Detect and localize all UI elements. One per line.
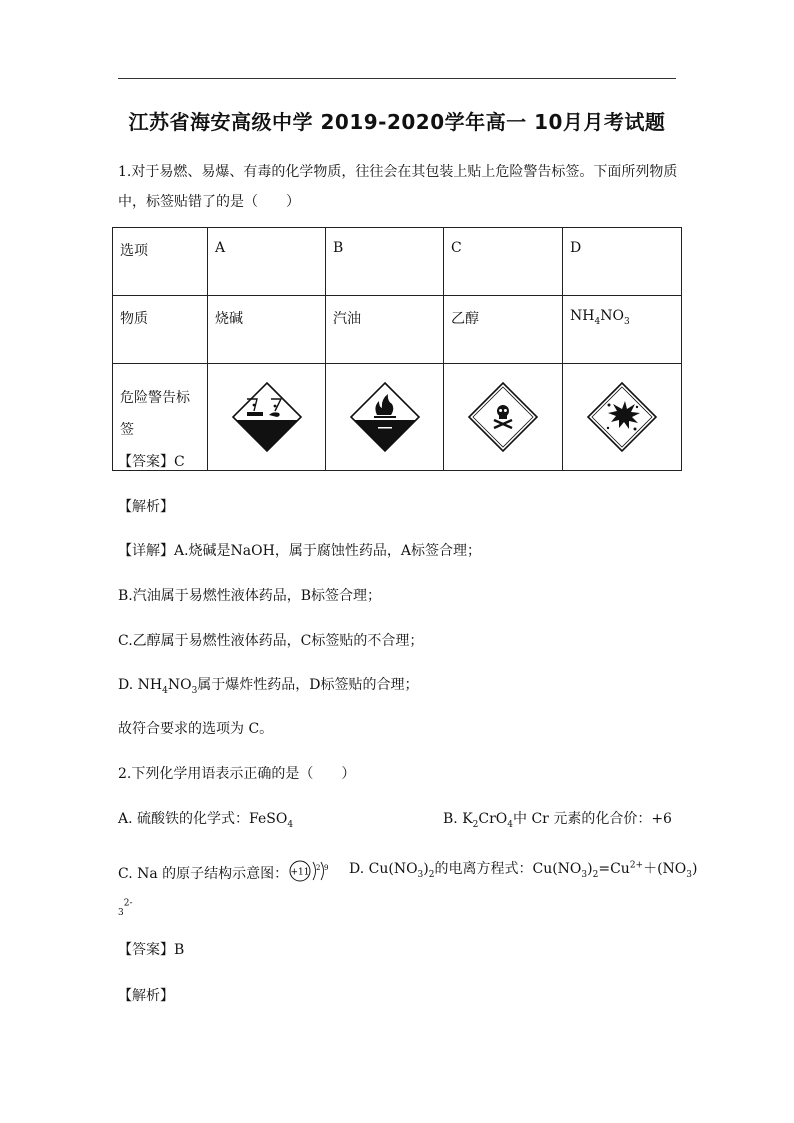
- formula-subscript: 3: [417, 869, 424, 880]
- formula-subscript: 3: [118, 907, 124, 918]
- nucleus-charge: +11: [290, 867, 310, 878]
- formula-part: NO: [600, 308, 624, 324]
- table-cell: [563, 364, 682, 471]
- table-row-substances: [113, 296, 682, 364]
- flammable-label-icon: [349, 381, 421, 453]
- text-part: A. 硫酸铁的化学式：FeSO: [118, 811, 288, 827]
- detail-d: [118, 675, 419, 695]
- table-cell: B: [326, 228, 444, 296]
- detail-c: C.乙醇属于易燃性液体药品，C标签贴的不合理；: [118, 633, 424, 649]
- formula-part: NH: [570, 308, 595, 324]
- formula-superscript: 2-: [123, 898, 133, 909]
- option-b: [443, 809, 672, 829]
- header-rule: [118, 78, 676, 79]
- answer-1: [118, 452, 185, 472]
- table-cell: [326, 364, 444, 471]
- formula-subscript: 4: [162, 685, 168, 696]
- table-row-labels: [113, 364, 682, 471]
- sodium-atom-diagram: [288, 859, 334, 889]
- text-part: D. NH: [118, 677, 163, 693]
- hazard-label-table: [112, 227, 682, 471]
- corrosive-label-icon: [231, 381, 303, 453]
- formula-subscript: 3: [623, 316, 630, 327]
- detail-b: B.汽油属于易燃性液体药品，B标签合理；: [118, 588, 382, 604]
- shell-electrons: 9: [324, 864, 329, 872]
- table-row-options: [113, 228, 682, 296]
- explosive-label-icon: [586, 381, 658, 453]
- formula-subscript: 2: [428, 869, 435, 880]
- option-c: [118, 859, 334, 889]
- text-part: B. K: [443, 811, 473, 827]
- option-a: [118, 809, 293, 829]
- text-part: ): [423, 861, 429, 877]
- table-cell: 物质: [113, 296, 208, 364]
- formula-subscript: 4: [594, 316, 601, 327]
- text-part: 的电离方程式：Cu(NO: [434, 861, 582, 877]
- answer-text: 【答案】C: [118, 454, 185, 470]
- text-part: ＋(NO: [643, 861, 687, 877]
- text-part: 属于爆炸性药品，D标签贴的合理；: [197, 677, 419, 693]
- formula-subscript: 4: [287, 819, 294, 830]
- text-part: D. Cu(NO: [349, 861, 418, 877]
- formula-subscript: 3: [581, 869, 588, 880]
- analysis-heading-2: 【解析】: [118, 988, 174, 1004]
- table-cell: 选项: [113, 228, 208, 296]
- option-d-wrap: [118, 897, 133, 917]
- table-cell: [444, 364, 563, 471]
- text-part: =Cu: [598, 861, 630, 877]
- answer-2: 【答案】B: [118, 942, 185, 958]
- detail-a: 【详解】A.烧碱是NaOH，属于腐蚀性药品，A标签合理；: [118, 543, 481, 559]
- table-cell: [208, 364, 326, 471]
- formula-subscript: 2: [592, 869, 599, 880]
- page-title: 江苏省海安高级中学 2019-2020学年高一 10月月考试题: [128, 110, 666, 134]
- table-cell: A: [208, 228, 326, 296]
- table-cell: 烧碱: [208, 296, 326, 364]
- text-part: C. Na 的原子结构示意图：: [118, 866, 289, 882]
- text-part: NO: [167, 677, 192, 693]
- formula-subscript: 3: [686, 869, 693, 880]
- formula-subscript: 4: [507, 819, 514, 830]
- formula-subscript: 3: [191, 685, 198, 696]
- text-part: ): [692, 861, 698, 877]
- conclusion-1: 故符合要求的选项为 C。: [118, 721, 274, 737]
- table-cell: D: [563, 228, 682, 296]
- formula-subscript: 2: [472, 819, 479, 830]
- shell-electrons: 2: [316, 864, 321, 872]
- question-2-stem: 2.下列化学用语表示正确的是（ ）: [118, 766, 356, 782]
- text-part: 中 Cr 元素的化合价：+6: [513, 811, 672, 827]
- question-1-stem: 1.对于易燃、易爆、有毒的化学物质，往往会在其包装上贴上危险警告标签。下面所列物质中，标签贴错了的是（ ）: [118, 164, 678, 210]
- text-part: CrO: [478, 811, 508, 827]
- table-cell: 乙醇: [444, 296, 563, 364]
- text-part: ): [587, 861, 593, 877]
- table-cell: 汽油: [326, 296, 444, 364]
- table-cell: C: [444, 228, 563, 296]
- option-d: [349, 859, 698, 879]
- analysis-heading-1: 【解析】: [118, 499, 174, 515]
- hazard-label-heading: 危险警告标签: [120, 390, 190, 438]
- formula-superscript: 2+: [629, 860, 644, 871]
- toxic-label-icon: [467, 381, 539, 453]
- table-cell-ammonium-nitrate: [563, 296, 682, 364]
